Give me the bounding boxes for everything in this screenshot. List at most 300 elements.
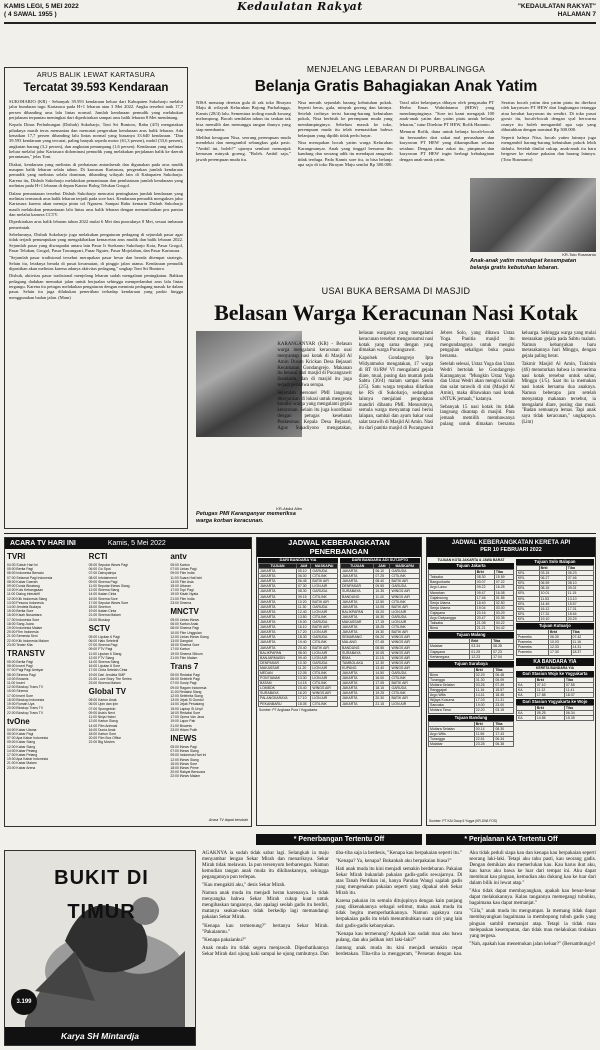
- column-header: Tiba: [564, 677, 593, 682]
- table-cell: 09.47: [475, 590, 494, 595]
- train-section-title: Dari Stasiun Wojo ke Yogyakarta: [516, 671, 594, 677]
- table-cell: 20.40: [296, 645, 311, 650]
- table-cell: Argo Dwipangga: [429, 616, 476, 621]
- table-row: [259, 691, 338, 696]
- program-item: 10:00 Brownis: [7, 676, 29, 681]
- table-cell: 07.49: [494, 682, 514, 687]
- table-cell: JAKARTA: [341, 599, 374, 604]
- flight-col-yia: [258, 558, 338, 707]
- flight-tables: [257, 557, 421, 708]
- table-cell: 15.59: [494, 575, 513, 580]
- program-item: 17:00 Opera Van Java: [170, 715, 205, 720]
- train-table: [516, 677, 594, 698]
- program-item: 15:00 Berita Sore: [7, 609, 34, 614]
- table-cell: GARUDA: [390, 569, 420, 574]
- program-item: 07:00 Gosip Pagi: [170, 681, 197, 686]
- table-cell: 15.40: [296, 686, 311, 691]
- table-cell: 20.29: [566, 616, 593, 621]
- program-item: 05:00 Lintas iNews: [170, 618, 199, 623]
- table-cell: Malabar: [429, 741, 475, 746]
- program-item: 19:00 Sinema Sitkom: [170, 651, 203, 656]
- table-cell: WINGS AIR: [390, 665, 420, 670]
- table-cell: 17.20: [296, 630, 311, 635]
- program-item: 14:00 Jejak Petualang: [170, 702, 204, 707]
- program-item: 16:00 Kisah Nusantara: [7, 613, 42, 618]
- table-cell: Mutiara Selatan: [429, 726, 475, 731]
- program-item: 07:00 Sinema Pagi: [88, 643, 118, 648]
- table-cell: 22.20: [474, 708, 494, 713]
- table-cell: LION AIR: [311, 696, 338, 701]
- table-cell: 03.34: [470, 644, 492, 649]
- column-header: Brkt: [549, 630, 571, 635]
- table-cell: 13.50: [296, 614, 311, 619]
- table-cell: 06.27: [539, 576, 566, 581]
- table-cell: 12.50: [374, 599, 390, 604]
- table-cell: JAKARTA: [259, 589, 297, 594]
- train-table: [428, 667, 514, 714]
- table-cell: LION AIR: [311, 665, 338, 670]
- table-cell: 16.08: [494, 590, 513, 595]
- train-table: [428, 569, 514, 631]
- program-item: 15:00 Sinema: [7, 689, 28, 694]
- train-source: Sumber: PT KAI Daop 6 Yogya (KR-DWI.FOS): [429, 818, 498, 823]
- table-cell: Prameks: [516, 645, 548, 650]
- page-info: [430, 3, 596, 21]
- headline: Tercatat 39.593 Kendaraan: [23, 82, 169, 94]
- table-cell: BATIK AIR: [311, 625, 338, 630]
- table-cell: 15.00: [296, 620, 311, 625]
- table-cell: 18.37: [564, 692, 593, 697]
- table-cell: MEDAN: [259, 670, 297, 675]
- table-cell: JAKARTA: [259, 579, 297, 584]
- table-cell: KRL: [516, 616, 539, 621]
- table-cell: 21.21: [475, 626, 494, 631]
- table-cell: JAKARTA: [259, 630, 297, 635]
- table-cell: 17.31: [539, 611, 566, 616]
- table-cell: CITILINK: [390, 599, 420, 604]
- channel-logo: SCTV: [88, 623, 111, 633]
- train-schedule: [426, 537, 596, 826]
- program-item: 09:00 Kabar Siang: [7, 740, 36, 745]
- table-cell: JAKARTA: [259, 645, 297, 650]
- table-cell: 06.48: [494, 672, 514, 677]
- table-cell: GARUDA: [311, 604, 338, 609]
- table-cell: 14.49: [539, 601, 566, 606]
- table-cell: JAKARTA: [259, 599, 297, 604]
- table-cell: WINGS AIR: [390, 635, 420, 640]
- table-cell: 19.04: [475, 605, 494, 610]
- table-cell: JAKARTA: [259, 574, 297, 579]
- program-item: 23:00 Bioskop: [88, 617, 111, 622]
- table-row: [259, 599, 338, 604]
- table-cell: KA: [516, 692, 535, 697]
- table-cell: LION AIR: [311, 655, 338, 660]
- photo-credit: KR-Abdul Alim: [276, 506, 302, 511]
- table-row: [341, 650, 420, 655]
- table-cell: JAKARTA: [341, 696, 374, 701]
- table-row: [259, 584, 338, 589]
- table-cell: LION AIR: [390, 701, 420, 706]
- table-cell: WINGS AIR: [311, 686, 338, 691]
- program-item: 16:00 Redaksi Sore: [170, 710, 201, 715]
- table-cell: 02.50: [494, 600, 513, 605]
- train-title: JADWAL KEBERANGKATAN KERETA API: [451, 540, 571, 546]
- table-cell: 16.00: [374, 676, 390, 681]
- table-cell: 05.25: [535, 711, 564, 716]
- column-header: Tiba: [566, 566, 593, 571]
- program-item: 17:00 Kartun: [170, 647, 190, 652]
- tv-title: ACARA TV HARI INI: [10, 540, 76, 547]
- program-item: 05:00 Kabar Pagi: [7, 731, 34, 736]
- table-cell: 16.30: [374, 614, 390, 619]
- paragraph: "Kenapa kau termenung? Apakah kau sudah mau aku bawa pulang, dan aku jadikan istri laki-laki?": [335, 930, 463, 943]
- flight-source: Sumber: PT Angkasa Pura I Yogyakarta: [259, 707, 318, 712]
- column-header: JAM: [296, 564, 311, 569]
- table-cell: GARUDA: [390, 686, 420, 691]
- table-row: [259, 620, 338, 625]
- table-cell: 05.09: [494, 677, 514, 682]
- paragraph: Seperti halnya Nisa, bocah yatim lainnya juga mengambil barang-barang kebutuhan pokok lebih dahulu. Setelah dinilai cukup, anak-anak itu baru bergeser ke etalase pakaian dan barang lainnya. (Toto Rusmanto): [501, 134, 596, 162]
- program-item: 07:00 Lintas Pagi: [170, 567, 197, 572]
- program-item: 05:00 Liputan 6 Pagi: [88, 634, 120, 639]
- table-cell: BALIKPAPAN: [259, 650, 297, 655]
- table-cell: WINGS AIR: [311, 691, 338, 696]
- channel-logo: TRANSTV: [7, 649, 45, 659]
- table-cell: 19.30: [374, 630, 390, 635]
- table-cell: 11.15: [374, 655, 390, 660]
- table-cell: CITILINK: [390, 691, 420, 696]
- table-cell: Malabar: [429, 644, 470, 649]
- table-row: [259, 579, 338, 584]
- table-cell: TAMBOLAKA: [341, 660, 374, 665]
- train-section-title: Tujuan Malang: [428, 632, 514, 638]
- table-cell: JAKARTA: [341, 604, 374, 609]
- table-cell: 08.15: [539, 586, 566, 591]
- paragraph: "Kenapa? Ya, kenapa? Bukankah aku berpakaian biasa?": [335, 858, 452, 865]
- program-item: 06:00 Halo Selebriti: [88, 639, 119, 644]
- program-item: 14:00 Film Animasi: [88, 723, 118, 728]
- table-row: [259, 686, 338, 691]
- section-rule: [4, 533, 596, 534]
- table-cell: Gajahwong: [429, 595, 476, 600]
- flight-col-adisutjipto: [340, 558, 420, 707]
- table-cell: Taksaka: [429, 575, 476, 580]
- program-item: 07:00 Pagi Pagi Ambyar: [7, 668, 44, 673]
- table-cell: KRL: [516, 601, 539, 606]
- table-cell: 14.05: [374, 604, 390, 609]
- table-cell: CITILINK: [390, 676, 420, 681]
- table-cell: 19.10: [539, 616, 566, 621]
- paragraph: Menurut Rofik, dana untuk belanja bocah-bocah itu bersumber dari zakat mal perusahaan dan karyawan PT HEW yang dikumpulkan selama setahun. Dengan dana zakat itu, pimpinan dan karyawan PT HEW ingin berbagi kebahagiaan dengan anak-anak yatim.: [399, 129, 495, 162]
- program-item: 14:00 Kabar Petang: [7, 748, 38, 753]
- table-cell: 17.15: [374, 620, 390, 625]
- program-item: 12:00 FTV Siang: [88, 655, 115, 660]
- table-cell: 17.03: [474, 698, 494, 703]
- table-cell: 10.05: [374, 650, 390, 655]
- program-item: 12:00 Sinema Siang: [88, 588, 120, 593]
- table-cell: KRL: [516, 606, 539, 611]
- column-header: Tiba: [494, 570, 513, 575]
- table-cell: 12.23: [470, 654, 492, 659]
- paragraph: Karena pakaian itu semula ditujupinya dengan kain panjang yang dikenakannya sebagai selimut, maka anak muda itu tidak begitu memperhatikannya. Namun agaknya cara berpakaian gadis itu telah menumbuhkan suatu ciri yang lain dari gadis-gadis kebanyakan.: [335, 898, 463, 929]
- table-row: [259, 701, 338, 706]
- table-cell: SURABAYA: [259, 691, 297, 696]
- program-item: 20:00 Film Indonesia: [7, 630, 39, 635]
- program-item: 09:00 Ragam Indonesia: [170, 685, 207, 690]
- program-item: 12:00 iNews Siang: [170, 757, 199, 762]
- table-cell: 18.25: [374, 625, 390, 630]
- table-cell: 11.20: [296, 665, 311, 670]
- table-cell: Gajayana: [429, 649, 470, 654]
- table-cell: 03.26: [474, 682, 494, 687]
- table-cell: WINGS AIR: [390, 640, 420, 645]
- table-row: [429, 649, 514, 654]
- table-cell: 15.35: [564, 716, 593, 721]
- paragraph: SUKOHARJO (KR) - Sebanyak 39.593 kendaraan keluar dari Kabupaten Sukoharjo melalui jalur bundaran tugu Kartasura pada H+1 lebaran atau 3 Mei 2022. Angka tersebut naik 17,7 persen dibanding arus lalu lintas normal. Jumlah kendaraan pemudik yang melakukan perjalanan terpantau meningkat dari diperkirakan sampai arus balik lebaran 8 Mei mendatang.: [9, 99, 183, 121]
- table-cell: GARUDA: [390, 584, 420, 589]
- program-item: 21:00 Sinema Malam: [88, 613, 121, 618]
- table-cell: 21.15: [374, 701, 390, 706]
- paragraph: Kepala Dinas Perhubungan (Dishub) Sukoharjo, Toni Sri Buntoro, Rabu (4/5) mengatakan pihaknya masih terus memantau dan mencatat pergerakan kendaraan arus balik lebaran. Ada kenaikan 17,7 persen dibanding lalu lintas normal yang biasanya 33.640 kendaraan. "Dan 39.593 kendaraan yang tercatat, paling banyak sepeda motor (61,3 persen), mobil (33,6 persen), angkutan barang (3,2 persen), dan angkutan penumpang (1,6 persen). Kendaraan yang melintas keluar melalui jalur Kartasura didominasi pemudik yang melakukan perjalanan balik ke daerah perantauan," jelas Toni.: [9, 122, 183, 160]
- column-header: Brkt: [475, 570, 494, 575]
- column-header: JAM: [374, 564, 390, 569]
- table-cell: 04.22: [494, 621, 513, 626]
- table-cell: Manahan: [429, 590, 476, 595]
- table-cell: 10.35: [374, 589, 390, 594]
- table-cell: 01.30: [474, 677, 494, 682]
- table-cell: 11.41: [564, 687, 593, 692]
- photo-caption: Petugas PMI Karanganyar memeriksa warga korban keracunan.: [196, 511, 296, 524]
- table-cell: 07.45: [374, 640, 390, 645]
- paragraph: "Gila," anak muda itu mengumpat. Ia memang tidak dapat membayangkan bagaimana ia membopong tubuh gadis yang pingsan sambil memanjat atap. Tetapi ia tidak mau melepaskan kesempatan, dan tidak mau melakukan tindakan yang tergesa.: [469, 908, 596, 939]
- table-cell: 06.34: [564, 711, 593, 716]
- table-cell: LION AIR: [311, 650, 338, 655]
- table-row: [259, 609, 338, 614]
- program-item: 05:00 Seputar iNews Pagi: [88, 563, 128, 567]
- table-cell: 11.30: [296, 604, 311, 609]
- program-item: 15:00 Laptop Si Unyil: [170, 706, 203, 711]
- table-cell: 10.01: [539, 591, 566, 596]
- column-header: Brkt: [535, 706, 564, 711]
- table-cell: BANDUNG: [341, 594, 374, 599]
- table-cell: BANDUNG: [341, 645, 374, 650]
- table-cell: JAKARTA: [341, 686, 374, 691]
- table-cell: KRL: [516, 576, 539, 581]
- train-col-left: [428, 558, 514, 747]
- program-item: 17:00 Seputar iNews Sore: [88, 600, 129, 605]
- tv-footer: Acara TV dapat berubah: [208, 818, 248, 822]
- table-cell: 06.45: [296, 579, 311, 584]
- channel-logo: RCTI: [88, 552, 108, 561]
- table-cell: 18.40: [475, 600, 494, 605]
- table-cell: KUPANG: [341, 665, 374, 670]
- table-cell: 17.10: [296, 696, 311, 701]
- flight-sub: DARI BANDARA YIA: [258, 558, 338, 563]
- program-item: 16:00 Dunia Anak: [88, 727, 116, 732]
- table-row: [259, 614, 338, 619]
- program-item: 21:00 Brownis: [170, 723, 192, 728]
- table-cell: 12.05: [296, 670, 311, 675]
- table-cell: MALANG: [341, 640, 374, 645]
- table-cell: 14.31: [571, 645, 594, 650]
- serial-number: 3.199: [11, 989, 37, 1015]
- table-cell: 03.15: [539, 571, 566, 576]
- column-header: Brkt: [535, 677, 564, 682]
- table-cell: LION AIR: [311, 609, 338, 614]
- tv-header: [5, 538, 251, 549]
- paragraph: Sebanyak 15 nasi kotak itu tidak langsung disantap di masjid. Para jemaah memilih membawanya pulang untuk dimakan bersama keluarga. Sehingga warga yang mulai merasakan gejala pada Sabtu malam. Namun kebanyakan baru merasakannya hari Minggu, dengan gejala paling berat.: [440, 331, 596, 427]
- program-item: 17:00 Topi Pagi: [170, 588, 194, 593]
- column-header: Tiba: [564, 706, 593, 711]
- program-item: 18:00 Sang Juara: [7, 621, 34, 626]
- table-cell: CITILINK: [311, 614, 338, 619]
- table-cell: 08.30: [296, 589, 311, 594]
- table-cell: BATAM: [259, 681, 297, 686]
- table-cell: 09.40: [296, 655, 311, 660]
- program-item: 05:00 Berita Pagi: [7, 567, 34, 572]
- program-item: 09:00 Film India: [170, 571, 195, 576]
- program-item: 22:00 Big Movies: [88, 740, 115, 745]
- program-item: 23:00 Sinema: [170, 600, 192, 605]
- table-cell: Bima: [429, 626, 476, 631]
- table-cell: CITILINK: [311, 640, 338, 645]
- table-cell: SURABAYA: [341, 589, 374, 594]
- program-item: 11:00 Dialog Interaktif: [7, 592, 40, 597]
- table-cell: 01.55: [494, 595, 513, 600]
- table-cell: 08.00: [296, 650, 311, 655]
- program-item: 17:00 Kabar Petang: [7, 752, 38, 757]
- table-cell: 18.45: [494, 693, 514, 698]
- program-item: 21:00 Kabar Malam: [7, 761, 37, 766]
- program-item: 13:00 Dangdut: [170, 639, 193, 644]
- table-cell: 08.10: [566, 581, 593, 586]
- paragraph: "Aku tidak dapat membayangkan, apakah kau benar-benar dapat melakukannya. Kalau tangannya memegangi tubuhku, bagaimana kau dapat memanjat.": [469, 888, 596, 907]
- table-cell: JAKARTA: [259, 635, 297, 640]
- table-cell: JAKARTA: [259, 614, 297, 619]
- table-cell: KRL: [516, 586, 539, 591]
- table-cell: JAKARTA: [341, 676, 374, 681]
- program-item: 18:00 Kartun Sore: [88, 731, 117, 736]
- table-row: [259, 594, 338, 599]
- program-item: 18:00 Bioskop Indonesia: [7, 697, 45, 702]
- program-item: 19:00 Rumah Uya: [7, 702, 35, 707]
- table-cell: CITILINK: [390, 574, 420, 579]
- program-item: 12:00 Lintas iNews Siang: [170, 634, 209, 639]
- table-cell: 07.30: [296, 584, 311, 589]
- program-item: 05:00 Berita Pagi: [7, 660, 34, 665]
- channel-logo: INEWS: [170, 733, 197, 743]
- table-row: [341, 640, 420, 645]
- table-cell: Argo Lawu: [429, 585, 476, 590]
- table-cell: 18.37: [571, 650, 594, 655]
- table-cell: KRL: [516, 581, 539, 586]
- table-cell: JAKARTA: [341, 625, 374, 630]
- table-cell: 10.20: [296, 599, 311, 604]
- table-cell: 20.47: [475, 616, 494, 621]
- channel-logo: Global TV: [88, 687, 127, 697]
- table-cell: 00.07: [475, 580, 494, 585]
- table-cell: 06.23: [566, 571, 593, 576]
- table-cell: Sancaka: [429, 703, 475, 708]
- program-item: 19:00 Ikatan Cinta: [88, 609, 117, 614]
- table-cell: Ranggajati: [429, 688, 475, 693]
- table-row: [259, 630, 338, 635]
- program-item: 05:00 Kartun: [170, 563, 190, 567]
- table-cell: JAKARTA: [341, 681, 374, 686]
- table-cell: 10.30: [296, 660, 311, 665]
- table-cell: Prameks: [516, 640, 548, 645]
- table-cell: 13.30: [296, 676, 311, 681]
- table-cell: LION AIR: [390, 609, 420, 614]
- table-cell: WINGS AIR: [390, 650, 420, 655]
- flight-title: JADWAL KEBERANGKATAN PENERBANGAN: [257, 538, 421, 557]
- column-header: Tiba: [494, 667, 514, 672]
- header-rule: [4, 22, 596, 24]
- table-row: [259, 645, 338, 650]
- paragraph: Diakui, kendaraan yang melintas di perbatasan antardaerah dan digunakan pada arus mudik maupun balik lebaran selalu tahun. Di kawasan Kartasura, pergerakan jumlah kendaraan pemudik yang melintas selalu dominan, dibanding wilayah lain di Kabupaten Sukoharjo. Karena itu, Dishub Sukoharjo melakukan pemantauan dan pembatasan jumlah kendaraan yang melintas pada H+1 lebaran di depan Kantor Bulog Telukan Grogol.: [9, 161, 183, 189]
- train-col-right: [516, 558, 594, 747]
- train-table: [428, 638, 514, 659]
- table-cell: 13.10: [566, 596, 593, 601]
- issue-date: KAMIS LEGI, 5 MEI 2022: [4, 3, 79, 10]
- paragraph: Sejumlah personel PMI langsung diterjunkan di lokasi untuk mengecek kondisi warga yang mengalami gejala keracunan. Selain itu juga koordinasi dengan petugas kesehatan Puskesmas. Kepala Desa Bejasari, Agus Supadiyono mengatakan, belasan warganya yang mengalami keracunan tersebut mengonsumsi nasi kotak yang sama dengan yang dimakan warga Pucangsawit.: [277, 331, 434, 431]
- table-row: [259, 660, 338, 665]
- table-cell: Mutiara Timur: [429, 708, 475, 713]
- train-subheading: KERETA BANDARA YIA: [535, 665, 574, 670]
- table-row: [259, 574, 338, 579]
- table-cell: 06.38: [494, 741, 514, 746]
- program-item: 11:00 Insert: [7, 681, 25, 686]
- program-item: 15:00 iNews Sore: [170, 761, 198, 766]
- table-cell: 06.34: [494, 736, 514, 741]
- program-item: 21:00 Film Malam: [170, 655, 198, 660]
- table-cell: 07.25: [374, 574, 390, 579]
- table-cell: CITILINK: [311, 574, 338, 579]
- train-tables: [427, 557, 595, 748]
- table-cell: JAKARTA: [259, 640, 297, 645]
- table-row: [341, 589, 420, 594]
- column-header: MASKAPAI: [311, 564, 338, 569]
- program-item: 06:00 Insert Pagi: [7, 664, 33, 669]
- program-item: 06:00 Indonesia Bersatu: [7, 571, 44, 576]
- program-item: 17:00 Insert Sore: [7, 693, 34, 698]
- table-cell: 17.46: [475, 595, 494, 600]
- program-item: 15:00 Sinema Sore: [170, 643, 200, 648]
- program-item: 12:00 Kartun Siang: [88, 719, 118, 724]
- column-header: TUJUAN: [341, 564, 374, 569]
- table-cell: 09.15: [296, 594, 311, 599]
- table-cell: KA: [516, 687, 535, 692]
- table-cell: Senja Utama: [429, 600, 476, 605]
- table-cell: 02.29: [474, 672, 494, 677]
- program-item: 11:00 Seputar iNews Siang: [88, 584, 130, 589]
- issue-date-block: [4, 3, 164, 21]
- table-row: [341, 604, 420, 609]
- table-cell: 20.30: [374, 696, 390, 701]
- program-item: 05:00 Redaksi Pagi: [170, 673, 200, 678]
- table-cell: 18.54: [566, 611, 593, 616]
- table-cell: 12.40: [296, 609, 311, 614]
- table-cell: 12.33: [549, 645, 571, 650]
- paragraph: Diperkirakan arus balik lebaran tahun 2022 mulai 6 Mei dan puncaknya 8 Mei, sesuai imbauan pemerintah.: [9, 219, 183, 230]
- table-cell: GARUDA: [311, 589, 338, 594]
- program-item: 12:00 Kabar Siang: [7, 744, 36, 749]
- page-number: HALAMAN 7: [557, 11, 596, 18]
- table-cell: GARUDA: [311, 635, 338, 640]
- table-row: [259, 650, 338, 655]
- tv-column: [170, 550, 249, 817]
- tv-column: [89, 550, 168, 817]
